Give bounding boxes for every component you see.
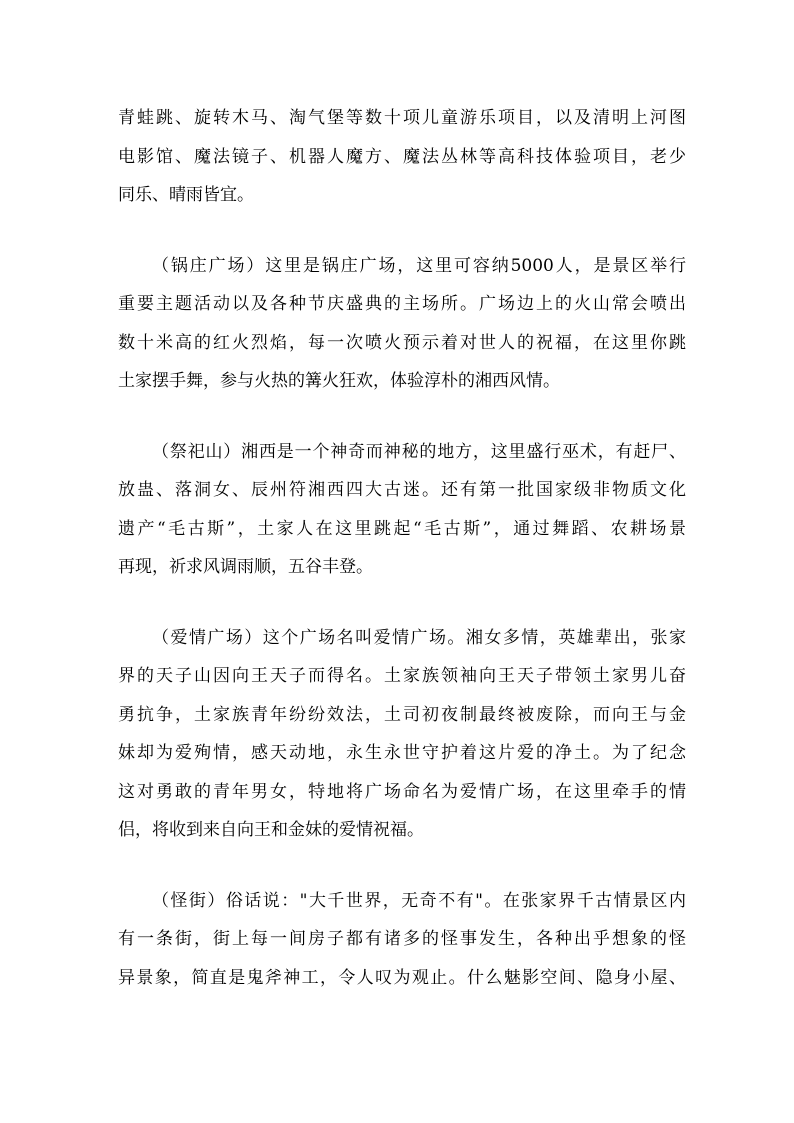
- paragraph-gap: [118, 401, 686, 433]
- text-line: 界的天子山因向王天子而得名。土家族领袖向王天子带领土家男儿奋: [118, 666, 686, 686]
- text-line: 同乐、晴雨皆宜。: [118, 185, 254, 205]
- text-line: 妹却为爱殉情，感天动地，永生永世守护着这片爱的净土。为了纪念: [118, 743, 686, 763]
- paragraph-3: [118, 433, 686, 587]
- text-line: （爱情广场）这个广场名叫爱情广场。湘女多情，英雄辈出，张家: [152, 627, 686, 648]
- text-line: （怪街）俗话说："大千世界，无奇不有"。在张家界千古情景区内: [152, 890, 686, 911]
- paragraph-5: [118, 882, 686, 998]
- text-line: 勇抗争，土家族青年纷纷效法，土司初夜制最终被废除，而向王与金: [118, 704, 686, 725]
- text-line: 电影馆、魔法镜子、机器人魔方、魔法丛林等高科技体验项目，老少: [118, 146, 686, 167]
- paragraph-gap: [118, 587, 686, 619]
- text-line: 有一条街，街上每一间房子都有诸多的怪事发生，各种出乎想象的怪: [118, 929, 686, 949]
- text-line: 遗产“毛古斯”，土家人在这里跳起“毛古斯”，通过舞蹈、农耕场景: [118, 518, 686, 539]
- text-line: 重要主题活动以及各种节庆盛典的主场所。广场边上的火山常会喷出: [118, 294, 686, 314]
- paragraph-4: [118, 619, 686, 850]
- text-line: （锅庄广场）这里是锅庄广场，这里可容纳5000人，是景区举行: [152, 255, 686, 276]
- text-line: 土家摆手舞，参与火热的篝火狂欢，体验淳朴的湘西风情。: [118, 371, 560, 391]
- text-line: （祭祀山）湘西是一个神奇而神秘的地方，这里盛行巫术，有赶尸、: [152, 441, 686, 462]
- paragraph-gap: [118, 850, 686, 882]
- text-line: 数十米高的红火烈焰，每一次喷火预示着对世人的祝福，在这里你跳: [118, 332, 686, 353]
- text-line: 再现，祈求风调雨顺，五谷丰登。: [118, 557, 373, 577]
- paragraph-gap: [118, 215, 686, 247]
- text-line: 异景象，简直是鬼斧神工，令人叹为观止。什么魅影空间、隐身小屋、: [118, 967, 686, 988]
- document-body: [118, 99, 686, 997]
- text-line: 侣，将收到来自向王和金妹的爱情祝福。: [118, 820, 424, 840]
- paragraph-2: [118, 247, 686, 401]
- text-line: 青蛙跳、旋转木马、淘气堡等数十项儿童游乐项目，以及清明上河图: [118, 108, 686, 128]
- text-line: 放蛊、落洞女、辰州符湘西四大古迷。还有第一批国家级非物质文化: [118, 480, 686, 500]
- paragraph-1: [118, 99, 686, 215]
- text-line: 这对勇敢的青年男女，特地将广场命名为爱情广场，在这里牵手的情: [118, 781, 686, 802]
